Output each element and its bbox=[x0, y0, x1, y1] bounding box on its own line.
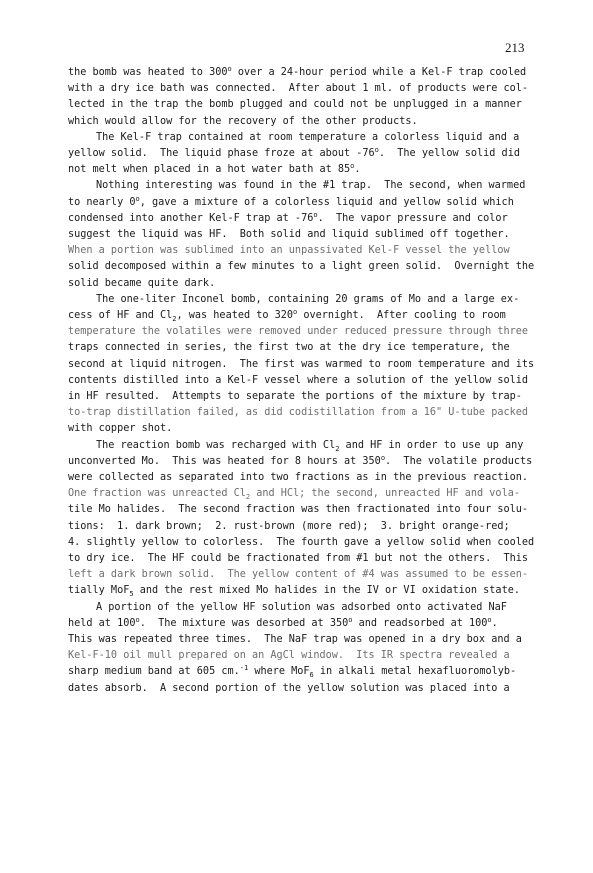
text-line bbox=[68, 259, 534, 275]
subscript: 2 bbox=[245, 493, 251, 502]
superscript: o bbox=[350, 162, 355, 171]
text-segment: traps connected in series, the first two at the dry ice temperature, the bbox=[68, 342, 510, 354]
superscript: o bbox=[313, 210, 318, 219]
text-segment: Nothing interesting was found in the #1 trap. The second, when warmed bbox=[96, 180, 526, 192]
text-line bbox=[68, 664, 516, 680]
text-segment: One fraction was unreacted Cl bbox=[68, 488, 246, 500]
text-segment: When a portion was sublimed into an unpassivated Kel-F vessel the yellow bbox=[68, 245, 510, 257]
text-line bbox=[68, 373, 528, 389]
text-line bbox=[96, 130, 519, 146]
text-line bbox=[68, 454, 532, 470]
text-segment: tially MoF bbox=[68, 585, 130, 597]
text-segment: second at liquid nitrogen. The first was warmed to room temperature and its bbox=[68, 358, 535, 370]
text-line bbox=[96, 292, 519, 308]
text-line bbox=[68, 486, 520, 502]
text-segment: unconverted Mo. This was heated for 8 hours at 350 bbox=[68, 455, 381, 467]
superscript: o bbox=[487, 615, 492, 624]
text-segment: and the rest mixed Mo halides in the IV or VI oxidation state. bbox=[133, 585, 520, 597]
text-segment: where MoF bbox=[248, 666, 310, 678]
subscript: 2 bbox=[335, 444, 340, 453]
text-line bbox=[68, 567, 528, 583]
text-segment: solid decomposed within a few minutes to a light green solid. Overnight the bbox=[68, 261, 535, 273]
text-segment: and HF in order to use up any bbox=[339, 439, 524, 451]
text-segment: which would allow for the recovery of the other products. bbox=[68, 115, 418, 127]
text-line bbox=[68, 470, 528, 486]
text-segment: left a dark brown solid. The yellow content of #4 was assumed to be essen- bbox=[68, 569, 529, 581]
text-line bbox=[68, 340, 510, 356]
text-segment: lected in the trap the bomb plugged and could not be unplugged in a manner bbox=[68, 99, 522, 111]
text-line bbox=[68, 146, 520, 162]
text-segment: . The vapor pressure and color bbox=[317, 212, 508, 224]
text-segment: solid became quite dark. bbox=[68, 277, 216, 289]
text-line bbox=[68, 211, 508, 227]
text-line bbox=[68, 405, 528, 421]
text-line bbox=[96, 600, 507, 616]
text-segment: . bbox=[491, 617, 498, 629]
text-line bbox=[68, 616, 498, 632]
text-segment: and HCl; the second, unreacted HF and vola- bbox=[250, 488, 520, 500]
text-line bbox=[68, 276, 215, 292]
text-segment: . bbox=[354, 164, 361, 176]
subscript: 6 bbox=[309, 671, 314, 680]
text-segment: contents distilled into a Kel-F vessel where a solution of the yellow solid bbox=[68, 374, 529, 386]
text-line bbox=[68, 243, 510, 259]
text-line bbox=[68, 97, 522, 113]
text-segment: The Kel-F trap contained at room temperature a colorless liquid and a bbox=[96, 131, 520, 143]
text-segment: 4. slightly yellow to colorless. The fourth gave a yellow solid when cooled bbox=[68, 536, 535, 548]
superscript: o bbox=[293, 308, 298, 316]
text-segment: Kel-F-10 oil mull prepared on an AgCl window. Its IR spectra revealed a bbox=[68, 650, 510, 662]
text-segment: in HF resulted. Attempts to separate the portions of the mixture by trap- bbox=[68, 391, 522, 402]
text-line bbox=[68, 681, 510, 697]
text-line bbox=[68, 632, 522, 648]
text-segment: , was heated to 320 bbox=[176, 310, 294, 321]
text-segment: The reaction bomb was recharged with Cl bbox=[96, 439, 336, 451]
superscript: o bbox=[135, 615, 140, 624]
superscript: o bbox=[348, 615, 353, 624]
text-segment: to dry ice. The HF could be fractionated from #1 but not the others. This bbox=[68, 553, 529, 564]
text-segment: , gave a mixture of a colorless liquid and yellow solid which bbox=[139, 196, 514, 208]
text-segment: suggest the liquid was HF. Both solid and liquid sublimed off together. bbox=[68, 229, 510, 240]
text-segment: A portion of the yellow HF solution was adsorbed onto activated NaF bbox=[96, 601, 507, 613]
text-line bbox=[68, 648, 510, 664]
text-line bbox=[96, 178, 525, 194]
text-segment: overnight. After cooling to room bbox=[297, 310, 506, 321]
text-segment: The one-liter Inconel bomb, containing 20 grams of Mo and a large ex- bbox=[96, 293, 520, 305]
text-line bbox=[68, 81, 528, 97]
text-segment: were collected as separated into two fractions as in the previous reaction. bbox=[68, 472, 529, 483]
text-line bbox=[68, 227, 510, 243]
text-segment: dates absorb. A second portion of the yellow solution was placed into a bbox=[68, 682, 510, 694]
text-segment: . The volatile products bbox=[385, 455, 533, 467]
text-segment: yellow solid. The liquid phase froze at about -76 bbox=[68, 148, 375, 159]
text-segment: and readsorbed at 100 bbox=[352, 617, 488, 629]
superscript: o bbox=[380, 453, 386, 462]
text-segment: tions: 1. dark brown; 2. rust-brown (more red); 3. bright orange-red; bbox=[68, 520, 510, 532]
text-segment: temperature the volatiles were removed under reduced pressure through three bbox=[68, 326, 529, 338]
text-segment: the bomb was heated to 300 bbox=[68, 67, 228, 78]
text-segment: . The mixture was desorbed at 350 bbox=[139, 617, 349, 629]
text-line bbox=[68, 421, 172, 437]
text-segment: cess of HF and Cl bbox=[68, 310, 173, 321]
text-segment: in alkali metal hexafluoromolyb- bbox=[313, 666, 517, 678]
subscript: 2 bbox=[172, 315, 177, 323]
page-number: 213 bbox=[505, 40, 525, 55]
text-line bbox=[68, 195, 514, 211]
text-segment: over a 24-hour period while a Kel-F trap cooled bbox=[231, 67, 527, 78]
text-segment: not melt when placed in a hot water bath at 85 bbox=[68, 164, 351, 176]
superscript: -1 bbox=[239, 664, 249, 673]
text-segment: . The yellow solid did bbox=[378, 148, 520, 159]
text-segment: condensed into another Kel-F trap at -76 bbox=[68, 212, 314, 224]
text-line bbox=[68, 502, 528, 518]
text-line bbox=[68, 519, 510, 535]
text-segment: tile Mo halides. The second fraction was then fractionated into four solu- bbox=[68, 504, 529, 516]
text-segment: sharp medium band at 605 cm. bbox=[68, 666, 240, 678]
text-line bbox=[68, 114, 418, 130]
text-line bbox=[68, 162, 361, 178]
text-line bbox=[96, 438, 523, 454]
text-line bbox=[68, 308, 506, 324]
text-line bbox=[68, 551, 528, 567]
superscript: o bbox=[135, 194, 140, 203]
superscript: o bbox=[374, 146, 379, 154]
text-segment: held at 100 bbox=[68, 617, 136, 629]
text-segment: with a dry ice bath was connected. After about 1 ml. of products were col- bbox=[68, 83, 529, 95]
text-line bbox=[68, 324, 528, 340]
text-line bbox=[68, 389, 522, 405]
text-line bbox=[68, 535, 534, 551]
text-segment: with copper shot. bbox=[68, 423, 173, 435]
superscript: o bbox=[227, 65, 232, 73]
text-line bbox=[68, 65, 526, 81]
text-segment: to nearly 0 bbox=[68, 196, 136, 208]
subscript: 5 bbox=[129, 590, 134, 599]
text-segment: This was repeated three times. The NaF trap was opened in a dry box and a bbox=[68, 634, 522, 645]
text-line bbox=[68, 357, 534, 373]
text-segment: to-trap distillation failed, as did codistillation from a 16" U-tube packed bbox=[68, 407, 529, 419]
text-line bbox=[68, 583, 520, 599]
